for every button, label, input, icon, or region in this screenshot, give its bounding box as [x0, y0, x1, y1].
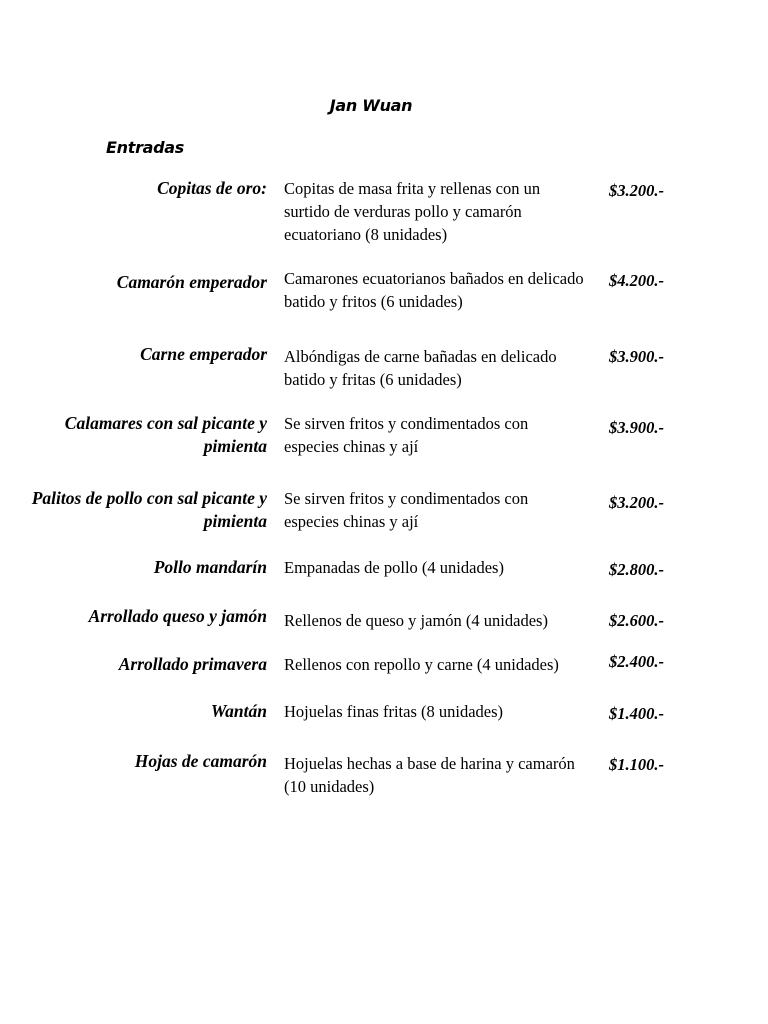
menu-item-price: $4.200.- — [609, 271, 664, 290]
menu-item-price: $1.100.- — [609, 755, 664, 774]
menu-item-price: $3.900.- — [609, 347, 664, 366]
menu-item-name: Copitas de oro: — [157, 178, 267, 198]
menu-item-price: $3.900.- — [609, 418, 664, 437]
menu-item-description: Se sirven fritos y condimentados con especies chinas y ají — [284, 414, 529, 456]
menu-item-price: $2.800.- — [609, 560, 664, 579]
menu-item-name: Palitos de pollo con sal picante y pimienta — [31, 488, 267, 531]
menu-item-name: Carne emperador — [140, 344, 267, 364]
menu-item-description: Rellenos con repollo y carne (4 unidades) — [284, 655, 559, 674]
menu-item-description: Albóndigas de carne bañadas en delicado batido y fritas (6 unidades) — [284, 347, 557, 389]
menu-item-description: Hojuelas hechas a base de harina y camarón (10 unidades) — [284, 754, 575, 796]
menu-item-name: Camarón emperador — [116, 272, 267, 292]
menu-item-description: Hojuelas finas fritas (8 unidades) — [284, 702, 504, 721]
menu-item-name: Wantán — [210, 701, 267, 721]
menu-item-name: Calamares con sal picante y pimienta — [64, 413, 267, 456]
menu-item-name: Hojas de camarón — [134, 751, 267, 771]
menu-item-description: Camarones ecuatorianos bañados en delicado batido y fritos (6 unidades) — [284, 269, 584, 311]
menu-item-price: $1.400.- — [609, 704, 664, 723]
menu-item-description: Empanadas de pollo (4 unidades) — [284, 558, 504, 577]
menu-item-price: $3.200.- — [609, 181, 664, 200]
menu-item-description: Copitas de masa frita y rellenas con un surtido de verduras pollo y camarón ecuatoriano (8 unidades) — [284, 179, 541, 244]
menu-item-name: Arrollado queso y jamón — [88, 606, 267, 626]
menu-item-price: $2.600.- — [609, 611, 664, 630]
menu-item-price: $3.200.- — [609, 493, 664, 512]
menu-item-description: Se sirven fritos y condimentados con especies chinas y ají — [284, 489, 529, 531]
menu-item-description: Rellenos de queso y jamón (4 unidades) — [284, 611, 548, 630]
menu-item-price: $2.400.- — [609, 652, 664, 671]
menu-item-name: Pollo mandarín — [153, 557, 267, 577]
menu-item-name: Arrollado primavera — [118, 654, 267, 674]
section-heading-entradas: Entradas — [106, 138, 185, 157]
menu-title: Jan Wuan — [329, 96, 413, 115]
